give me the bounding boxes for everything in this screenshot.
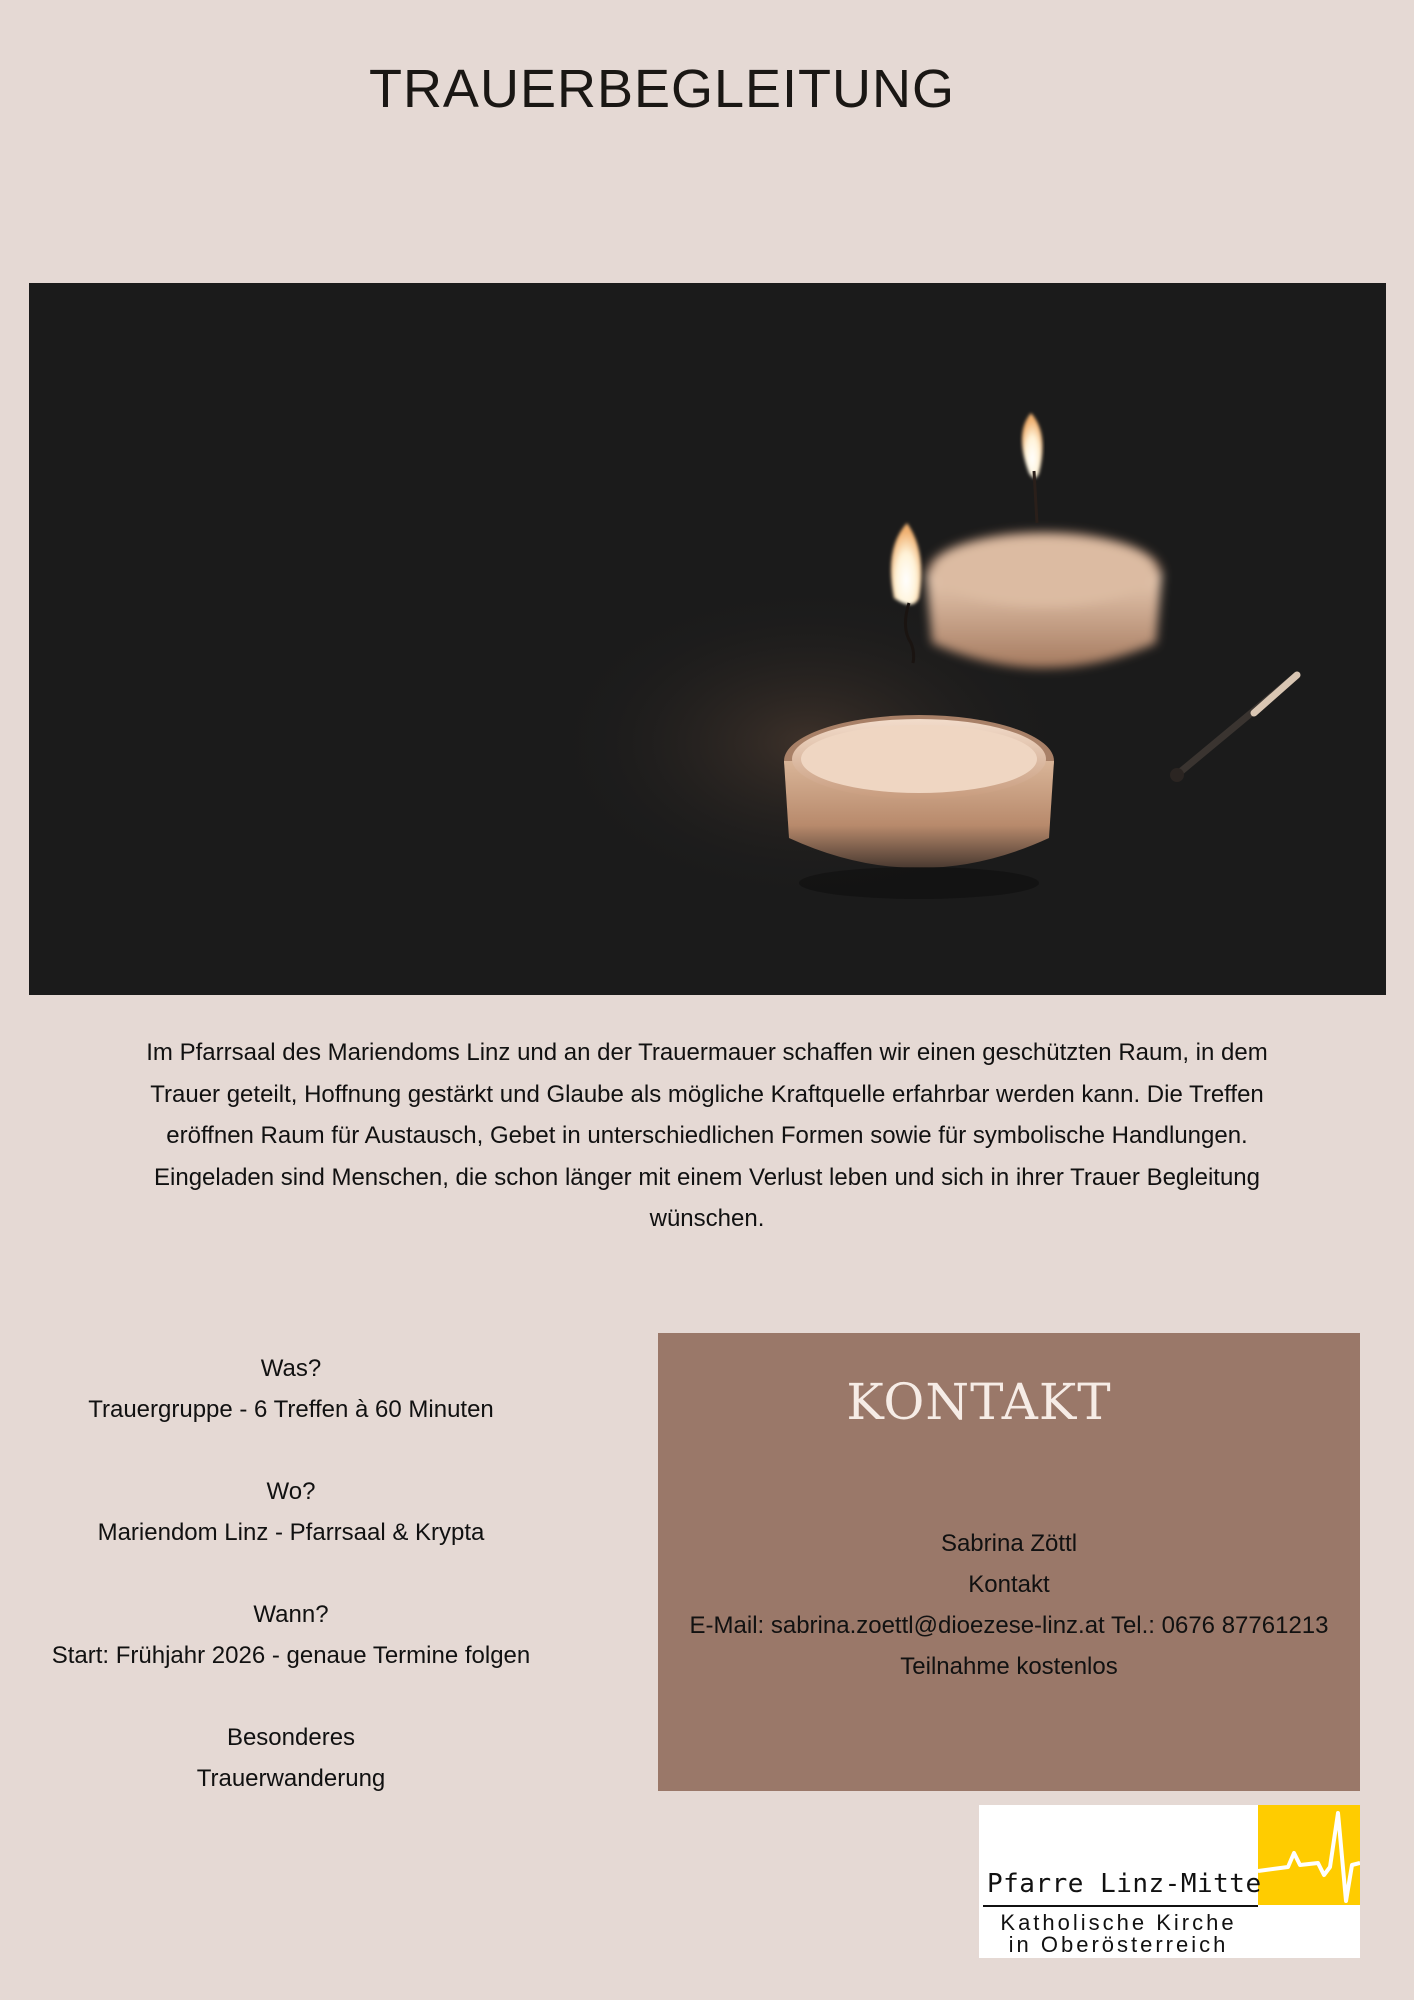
- info-block-where: [20, 1471, 562, 1553]
- heartbeat-line-icon: [1258, 1805, 1360, 1905]
- logo-subtitle-line1: Katholische Kirche: [1000, 1910, 1237, 1935]
- info-block-what: [20, 1348, 562, 1430]
- parish-logo: [979, 1805, 1360, 1958]
- logo-divider: [983, 1905, 1258, 1907]
- info-block-special: [20, 1717, 562, 1799]
- intro-text: Im Pfarrsaal des Mariendoms Linz und an der Trauermauer schaffen wir einen geschützten Raum, in dem Trauer geteilt, Hoffnung gestärkt und Glaube als mögliche Kraftquelle erfahrbar werden kann. Die Treffen eröffnen Raum für Austausch, Gebet in unterschiedlichen Formen sowie für symbolische Handlungen. Eingeladen sind Menschen, die schon länger mit einem Verlust leben und sich in ihrer Trauer Begleitung wünschen.: [146, 1039, 1268, 1232]
- info-value: Mariendom Linz - Pfarrsaal & Krypta: [97, 1519, 485, 1546]
- contact-title: KONTAKT: [846, 1373, 1112, 1431]
- contact-role: Kontakt: [968, 1571, 1050, 1598]
- info-block-when: [20, 1594, 562, 1676]
- info-label: Besonderes: [226, 1724, 356, 1751]
- info-value: Start: Frühjahr 2026 - genaue Termine folgen: [51, 1642, 531, 1669]
- logo-name: Pfarre Linz-Mitte: [987, 1869, 1262, 1899]
- info-label: Was?: [260, 1355, 322, 1382]
- candles-illustration: [29, 283, 1386, 995]
- info-value: Trauerwanderung: [196, 1765, 386, 1792]
- contact-body: [658, 1523, 1360, 1687]
- contact-note: Teilnahme kostenlos: [900, 1653, 1118, 1680]
- contact-name: Sabrina Zöttl: [940, 1530, 1078, 1557]
- info-value: Trauergruppe - 6 Treffen à 60 Minuten: [88, 1396, 494, 1423]
- info-label: Wo?: [266, 1478, 316, 1505]
- page-title: TRAUERBEGLEITUNG: [368, 59, 956, 119]
- event-info: [20, 1348, 562, 1840]
- contact-box: [658, 1333, 1360, 1791]
- info-label: Wann?: [253, 1601, 329, 1628]
- contact-details: E-Mail: sabrina.zoettl@dioezese-linz.at Tel.: 0676 87761213: [689, 1612, 1329, 1639]
- logo-subtitle-line2: in Oberösterreich: [1008, 1932, 1229, 1957]
- hero-image-candles: [29, 283, 1386, 995]
